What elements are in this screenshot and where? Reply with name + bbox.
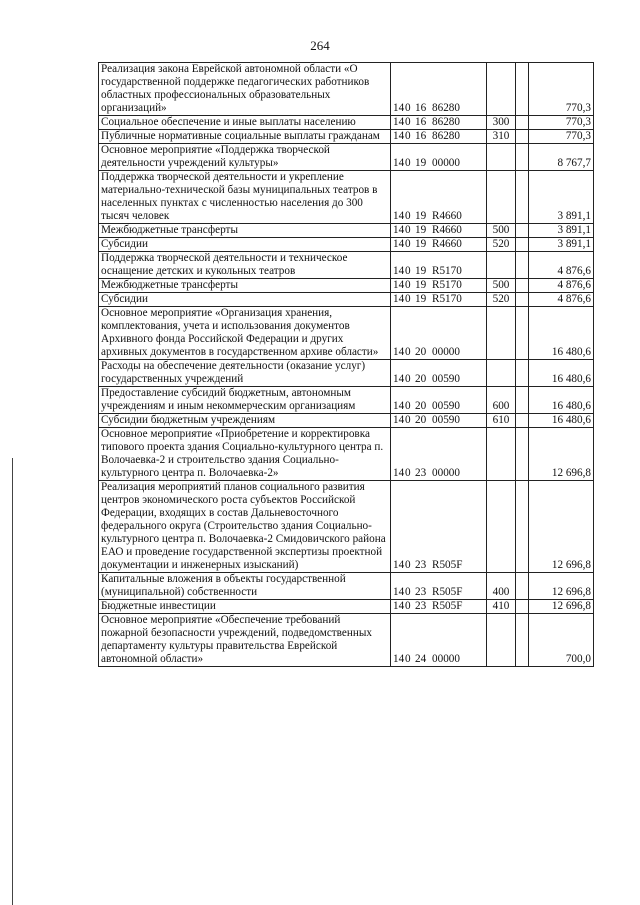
code-subprogram: 0 <box>405 467 411 479</box>
code-activity: 19 <box>415 279 427 291</box>
amount-value: 3 891,1 <box>529 171 594 224</box>
code-subprogram: 0 <box>405 224 411 236</box>
spacer-cell <box>516 307 529 360</box>
code-direction: R4660 <box>432 210 462 222</box>
expense-type-code: 520 <box>487 238 516 252</box>
amount-value: 16 480,6 <box>529 307 594 360</box>
code-subprogram: 0 <box>405 238 411 250</box>
target-article-code <box>391 293 487 307</box>
expense-type-code <box>487 307 516 360</box>
spacer-cell <box>516 63 529 116</box>
budget-table <box>98 62 594 667</box>
spacer-cell <box>516 387 529 414</box>
table-row <box>99 171 594 224</box>
code-direction: 00000 <box>432 467 460 479</box>
code-direction: R4660 <box>432 224 462 236</box>
table-row <box>99 414 594 428</box>
expense-type-code: 310 <box>487 130 516 144</box>
code-direction: 00000 <box>432 346 460 358</box>
code-activity: 16 <box>415 116 427 128</box>
row-description: Субсидии <box>99 293 391 307</box>
code-program: 14 <box>393 346 405 358</box>
code-direction: R505F <box>432 586 463 598</box>
code-activity: 23 <box>415 600 427 612</box>
amount-value: 12 696,8 <box>529 573 594 600</box>
amount-value: 12 696,8 <box>529 428 594 481</box>
spacer-cell <box>516 360 529 387</box>
expense-type-code: 610 <box>487 414 516 428</box>
spacer-cell <box>516 481 529 573</box>
code-subprogram: 0 <box>405 116 411 128</box>
amount-value: 8 767,7 <box>529 144 594 171</box>
row-description: Межбюджетные трансферты <box>99 224 391 238</box>
code-activity: 23 <box>415 559 427 571</box>
code-program: 14 <box>393 130 405 142</box>
code-program: 14 <box>393 238 405 250</box>
row-description: Реализация мероприятий планов социального развития центров экономического роста субъектов Российской Федерации, входящих в состав Дальневосточного федерального округа (Строительство здания Социально-культурного центра п. Волочаевка-2 Смидовичского района ЕАО и проведение государственной экспертизы проектной документации и инженерных изысканий) <box>99 481 391 573</box>
row-description: Межбюджетные трансферты <box>99 279 391 293</box>
code-direction: 00590 <box>432 373 460 385</box>
expense-type-code: 520 <box>487 293 516 307</box>
expense-type-code <box>487 144 516 171</box>
code-direction: R4660 <box>432 238 462 250</box>
code-activity: 16 <box>415 102 427 114</box>
code-direction: 86280 <box>432 102 460 114</box>
target-article-code <box>391 600 487 614</box>
code-subprogram: 0 <box>405 586 411 598</box>
code-activity: 20 <box>415 400 427 412</box>
code-activity: 19 <box>415 265 427 277</box>
code-direction: 86280 <box>432 130 460 142</box>
code-subprogram: 0 <box>405 600 411 612</box>
target-article-code <box>391 252 487 279</box>
spacer-cell <box>516 428 529 481</box>
row-description: Основное мероприятие «Поддержка творческой деятельности учреждений культуры» <box>99 144 391 171</box>
row-description: Публичные нормативные социальные выплаты гражданам <box>99 130 391 144</box>
target-article-code <box>391 428 487 481</box>
target-article-code <box>391 573 487 600</box>
table-row <box>99 614 594 667</box>
code-activity: 20 <box>415 414 427 426</box>
expense-type-code <box>487 481 516 573</box>
table-row <box>99 573 594 600</box>
code-direction: 00590 <box>432 414 460 426</box>
code-program: 14 <box>393 414 405 426</box>
code-program: 14 <box>393 279 405 291</box>
row-description: Реализация закона Еврейской автономной области «О государственной поддержке педагогических работников областных профессиональных образовательных организаций» <box>99 63 391 116</box>
row-description: Социальное обеспечение и иные выплаты населению <box>99 116 391 130</box>
row-description: Предоставление субсидий бюджетным, автономным учреждениям и иным некоммерческим организациям <box>99 387 391 414</box>
table-row <box>99 116 594 130</box>
spacer-cell <box>516 238 529 252</box>
code-direction: R505F <box>432 559 463 571</box>
code-program: 14 <box>393 467 405 479</box>
code-subprogram: 0 <box>405 279 411 291</box>
code-program: 14 <box>393 102 405 114</box>
code-direction: R505F <box>432 600 463 612</box>
expense-type-code <box>487 614 516 667</box>
amount-value: 700,0 <box>529 614 594 667</box>
table-row <box>99 144 594 171</box>
amount-value: 4 876,6 <box>529 252 594 279</box>
target-article-code <box>391 238 487 252</box>
code-program: 14 <box>393 586 405 598</box>
spacer-cell <box>516 614 529 667</box>
code-program: 14 <box>393 559 405 571</box>
amount-value: 4 876,6 <box>529 279 594 293</box>
code-activity: 23 <box>415 467 427 479</box>
code-activity: 24 <box>415 653 427 665</box>
spacer-cell <box>516 279 529 293</box>
code-direction: 00000 <box>432 157 460 169</box>
code-subprogram: 0 <box>405 400 411 412</box>
table-row <box>99 428 594 481</box>
code-activity: 20 <box>415 346 427 358</box>
code-subprogram: 0 <box>405 559 411 571</box>
spacer-cell <box>516 414 529 428</box>
row-description: Субсидии бюджетным учреждениям <box>99 414 391 428</box>
target-article-code <box>391 63 487 116</box>
code-activity: 19 <box>415 224 427 236</box>
target-article-code <box>391 614 487 667</box>
spacer-cell <box>516 293 529 307</box>
spacer-cell <box>516 573 529 600</box>
target-article-code <box>391 387 487 414</box>
code-subprogram: 0 <box>405 373 411 385</box>
target-article-code <box>391 224 487 238</box>
code-direction: R5170 <box>432 265 462 277</box>
spacer-cell <box>516 116 529 130</box>
expense-type-code: 500 <box>487 279 516 293</box>
amount-value: 12 696,8 <box>529 481 594 573</box>
code-subprogram: 0 <box>405 346 411 358</box>
target-article-code <box>391 279 487 293</box>
table-row <box>99 238 594 252</box>
table-row <box>99 279 594 293</box>
row-description: Бюджетные инвестиции <box>99 600 391 614</box>
target-article-code <box>391 116 487 130</box>
code-activity: 19 <box>415 238 427 250</box>
code-direction: R5170 <box>432 279 462 291</box>
expense-type-code: 600 <box>487 387 516 414</box>
code-subprogram: 0 <box>405 130 411 142</box>
code-subprogram: 0 <box>405 653 411 665</box>
table-row <box>99 293 594 307</box>
target-article-code <box>391 360 487 387</box>
table-row <box>99 307 594 360</box>
spacer-cell <box>516 130 529 144</box>
expense-type-code: 300 <box>487 116 516 130</box>
table-row <box>99 252 594 279</box>
table-row <box>99 360 594 387</box>
code-program: 14 <box>393 116 405 128</box>
code-subprogram: 0 <box>405 265 411 277</box>
code-direction: R5170 <box>432 293 462 305</box>
code-subprogram: 0 <box>405 414 411 426</box>
table-row <box>99 387 594 414</box>
code-program: 14 <box>393 293 405 305</box>
code-activity: 19 <box>415 157 427 169</box>
table-row <box>99 130 594 144</box>
spacer-cell <box>516 600 529 614</box>
page-number: 264 <box>310 38 330 53</box>
left-margin-rule <box>12 458 13 905</box>
row-description: Субсидии <box>99 238 391 252</box>
row-description: Основное мероприятие «Обеспечение требований пожарной безопасности учреждений, подведомственных департаменту культуры правительства Еврейской автономной области» <box>99 614 391 667</box>
code-program: 14 <box>393 224 405 236</box>
expense-type-code: 410 <box>487 600 516 614</box>
amount-value: 16 480,6 <box>529 414 594 428</box>
code-activity: 19 <box>415 210 427 222</box>
amount-value: 770,3 <box>529 116 594 130</box>
code-subprogram: 0 <box>405 102 411 114</box>
row-description: Капитальные вложения в объекты государственной (муниципальной) собственности <box>99 573 391 600</box>
code-subprogram: 0 <box>405 293 411 305</box>
spacer-cell <box>516 224 529 238</box>
amount-value: 12 696,8 <box>529 600 594 614</box>
row-description: Основное мероприятие «Приобретение и корректировка типового проекта здания Социально-культурного центра п. Волочаевка-2 и строительство здания Социально-культурного центра п. Волочаевка-2» <box>99 428 391 481</box>
table-row <box>99 481 594 573</box>
code-activity: 23 <box>415 586 427 598</box>
spacer-cell <box>516 252 529 279</box>
amount-value: 16 480,6 <box>529 387 594 414</box>
code-program: 14 <box>393 600 405 612</box>
expense-type-code <box>487 63 516 116</box>
amount-value: 770,3 <box>529 130 594 144</box>
code-direction: 00000 <box>432 653 460 665</box>
target-article-code <box>391 481 487 573</box>
code-activity: 19 <box>415 293 427 305</box>
target-article-code <box>391 171 487 224</box>
table-row <box>99 63 594 116</box>
code-subprogram: 0 <box>405 210 411 222</box>
code-program: 14 <box>393 400 405 412</box>
target-article-code <box>391 144 487 171</box>
code-program: 14 <box>393 210 405 222</box>
code-direction: 00590 <box>432 400 460 412</box>
row-description: Основное мероприятие «Организация хранения, комплектования, учета и использования документов Архивного фонда Российской Федерации и других архивных документов в государственном архиве области» <box>99 307 391 360</box>
spacer-cell <box>516 171 529 224</box>
expense-type-code <box>487 360 516 387</box>
code-program: 14 <box>393 653 405 665</box>
code-direction: 86280 <box>432 116 460 128</box>
target-article-code <box>391 307 487 360</box>
code-activity: 16 <box>415 130 427 142</box>
table-row <box>99 224 594 238</box>
expense-type-code <box>487 428 516 481</box>
expense-type-code <box>487 252 516 279</box>
table-row <box>99 600 594 614</box>
amount-value: 4 876,6 <box>529 293 594 307</box>
row-description: Поддержка творческой деятельности и укрепление материально-технической базы муниципальных театров в населенных пунктах с численностью населения до 300 тысяч человек <box>99 171 391 224</box>
expense-type-code: 500 <box>487 224 516 238</box>
target-article-code <box>391 414 487 428</box>
code-activity: 20 <box>415 373 427 385</box>
amount-value: 770,3 <box>529 63 594 116</box>
row-description: Расходы на обеспечение деятельности (оказание услуг) государственных учреждений <box>99 360 391 387</box>
row-description: Поддержка творческой деятельности и техническое оснащение детских и кукольных театров <box>99 252 391 279</box>
code-program: 14 <box>393 265 405 277</box>
amount-value: 3 891,1 <box>529 238 594 252</box>
target-article-code <box>391 130 487 144</box>
spacer-cell <box>516 144 529 171</box>
code-program: 14 <box>393 157 405 169</box>
amount-value: 3 891,1 <box>529 224 594 238</box>
expense-type-code: 400 <box>487 573 516 600</box>
amount-value: 16 480,6 <box>529 360 594 387</box>
code-subprogram: 0 <box>405 157 411 169</box>
code-program: 14 <box>393 373 405 385</box>
expense-type-code <box>487 171 516 224</box>
